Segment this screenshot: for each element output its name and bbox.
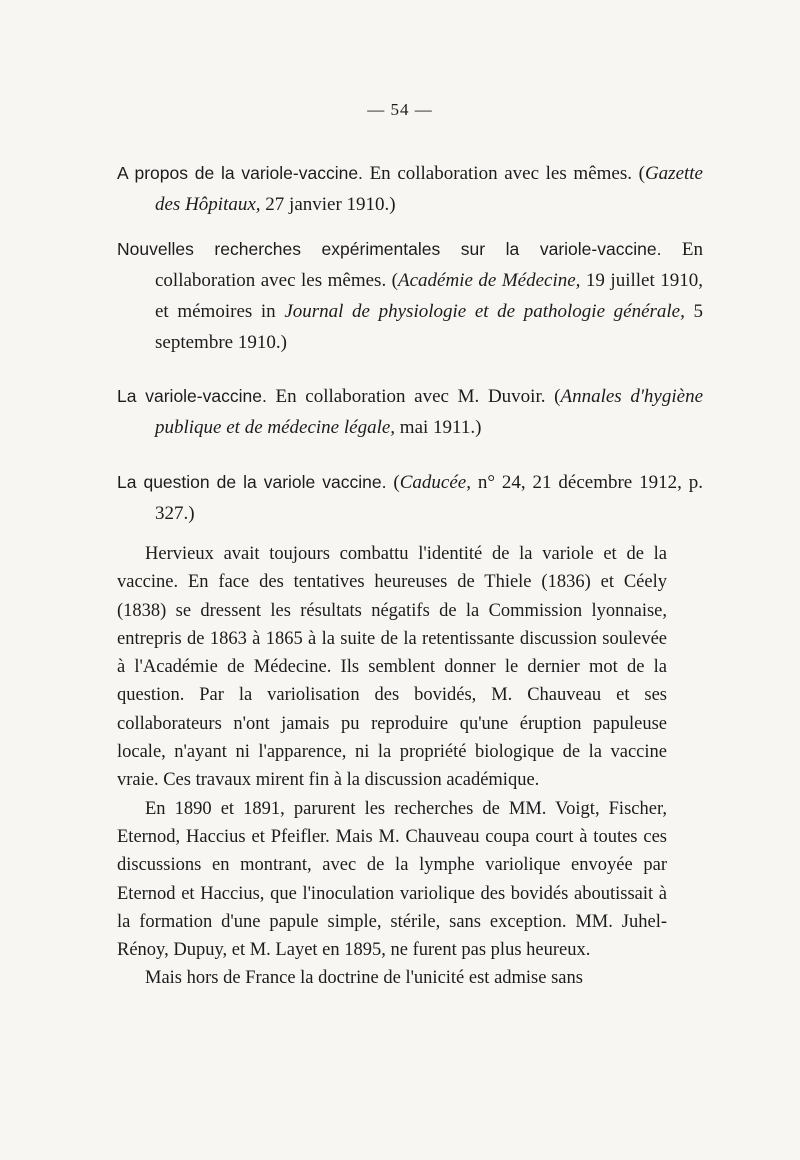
bibliography-entry	[117, 234, 703, 358]
entry-title: La question de la variole vaccine.	[117, 472, 387, 492]
paragraph: Hervieux avait toujours combattu l'identité de la variole et de la vaccine. En face des tentatives heureuses de Thiele (1836) et Céely (1838) se dressent les résultats négatifs de la Commission lyonnaise, entrepris de 1863 à 1865 à la suite de la retentissante discussion soulevée à l'Académie de Médecine. Ils semblent donner le dernier mot de la question. Par la variolisation des bovidés, M. Chauveau et ses collaborateurs n'ont jamais pu reproduire qu'une éruption papuleuse locale, n'ayant ni l'apparence, ni la propriété biologique de la vaccine vraie. Ces travaux mirent fin à la discussion académique.	[117, 544, 667, 791]
entry-note: En collaboration avec les mêmes. (	[362, 163, 645, 184]
entry-source: Journal de physiologie et de pathologie générale,	[284, 301, 685, 322]
entry-note: En collaboration avec les mêmes. (	[155, 239, 703, 291]
entry-note: mai 1911.)	[395, 417, 482, 438]
entry-source: Académie de Médecine,	[398, 270, 581, 291]
paragraph: En 1890 et 1891, parurent les recherches de MM. Voigt, Fischer, Eternod, Haccius et Pfeifler. Mais M. Chauveau coupa court à toutes ces discussions en montrant, avec de la lymphe variolique envoyée par Eternod et Haccius, que l'inoculation variolique des bovidés aboutissait à la formation d'une papule simple, stérile, sans exception. MM. Juhel-Rénoy, Dupuy, et M. Layet en 1895, ne furent pas plus heureux.	[117, 798, 667, 961]
entry-note: n° 24, 21 décembre 1912, p. 327.)	[155, 472, 704, 524]
entry-note: En collaboration avec M. Duvoir. (	[266, 386, 561, 407]
bibliography-entry	[117, 467, 703, 529]
entry-note: (	[386, 472, 400, 493]
bibliography-entry	[117, 381, 703, 443]
entry-title: Nouvelles recherches expérimentales sur la variole-vaccine.	[117, 239, 662, 259]
entry-note: 19 juillet 1910, et mémoires in	[155, 270, 703, 322]
body-text	[117, 540, 667, 993]
entry-source: Gazette des Hôpitaux,	[155, 163, 703, 215]
bibliography-entry	[117, 158, 703, 220]
entry-title: La variole-vaccine.	[117, 386, 267, 406]
entry-title: A propos de la variole-vaccine.	[117, 163, 363, 183]
paragraph: Mais hors de France la doctrine de l'unicité est admise sans	[145, 968, 583, 989]
entry-note: 27 janvier 1910.)	[260, 194, 396, 215]
entry-source: Caducée,	[399, 472, 471, 493]
entry-source: Annales d'hygiène publique et de médecine légale,	[155, 386, 704, 438]
entry-note: 5 septembre 1910.)	[155, 301, 704, 353]
page-number: — 54 —	[367, 100, 433, 119]
